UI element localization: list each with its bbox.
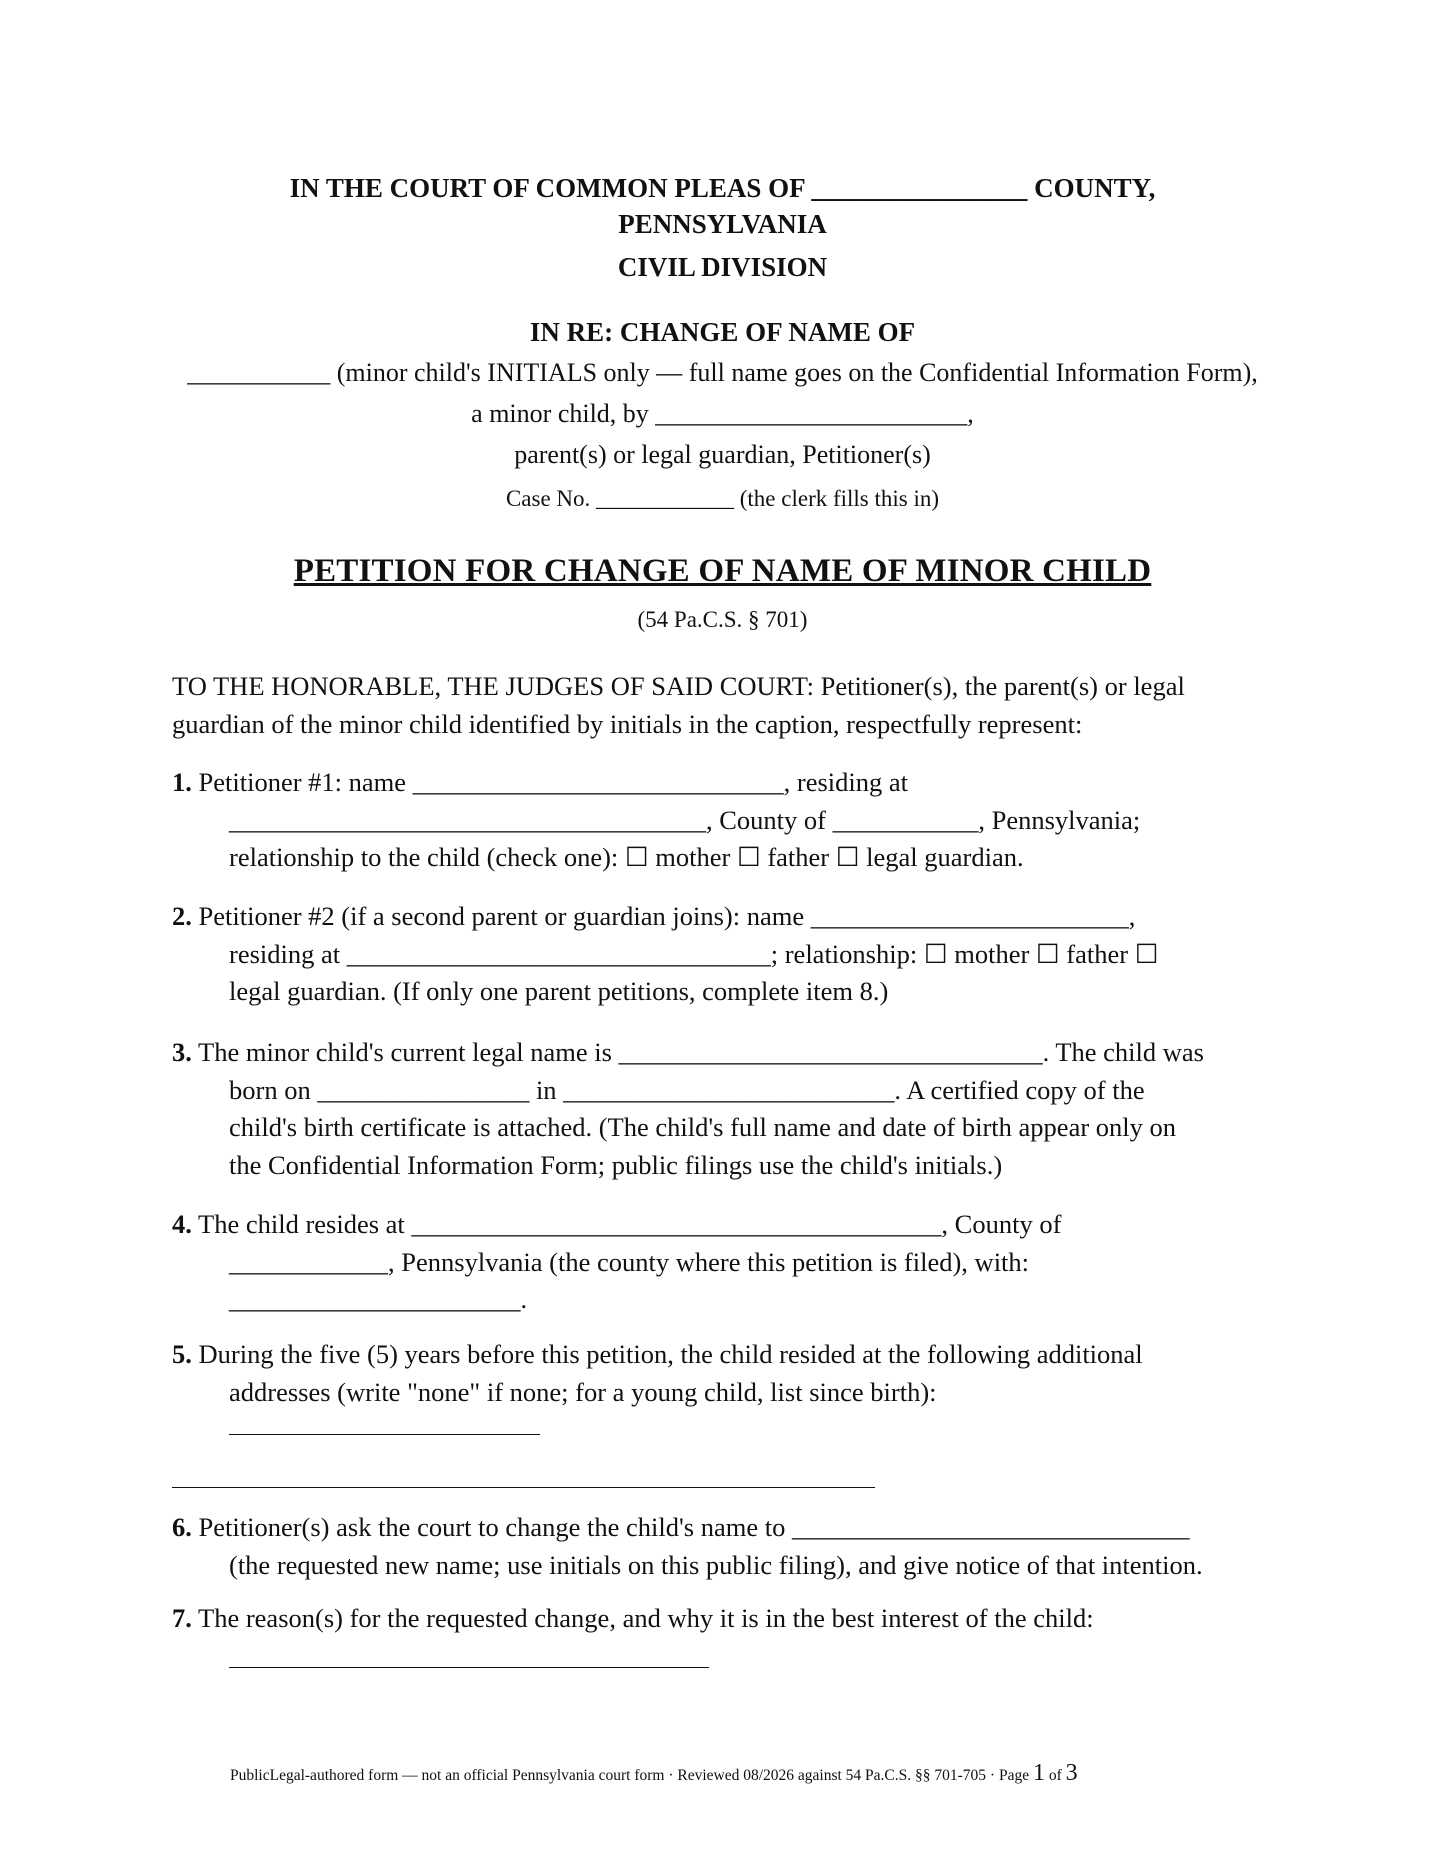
item-text: Petitioner(s) ask the court to change the child's name to ______________________________	[191, 1512, 1190, 1542]
footer-of: of	[1044, 1767, 1066, 1784]
item-text: ____________, Pennsylvania (the county where this petition is filed), with:	[229, 1246, 1030, 1277]
petition-title: PETITION FOR CHANGE OF NAME OF MINOR CHILD	[293, 553, 1152, 589]
court-state: PENNSYLVANIA	[618, 209, 827, 239]
item-3-current-name	[172, 1034, 1292, 1184]
item-number: 7.	[172, 1603, 192, 1633]
item-text: residing at ________________________________; relationship: ☐ mother ☐ father ☐	[229, 938, 1159, 969]
address-blank-line	[172, 1487, 875, 1488]
page-footer	[230, 1760, 1230, 1789]
case-number-line: Case No. ____________ (the clerk fills this in)	[505, 486, 940, 511]
item-text: During the five (5) years before this petition, the child resided at the following additional	[191, 1339, 1143, 1369]
petitioners-line: parent(s) or legal guardian, Petitioner(s)	[514, 440, 931, 469]
intro-line: TO THE HONORABLE, THE JUDGES OF SAID COURT: Petitioner(s), the parent(s) or legal	[172, 671, 1185, 701]
statute-citation: (54 Pa.C.S. § 701)	[637, 607, 808, 632]
item-text: addresses (write "none" if none; for a young child, list since birth):	[229, 1376, 937, 1407]
item-text: The minor child's current legal name is ________________________________. The child was	[191, 1037, 1204, 1067]
page-total: 3	[1065, 1760, 1078, 1786]
item-2-petitioner-2	[172, 898, 1292, 1011]
item-text: Petitioner #1: name ____________________________, residing at	[191, 767, 909, 797]
item-number: 5.	[172, 1339, 192, 1369]
in-re-heading: IN RE: CHANGE OF NAME OF	[529, 317, 916, 347]
item-text: ______________________.	[229, 1284, 528, 1314]
item-text: the Confidential Information Form; public filings use the child's initials.)	[229, 1149, 1003, 1180]
intro-paragraph	[172, 668, 1282, 743]
court-heading: IN THE COURT OF COMMON PLEAS OF ________________ COUNTY,	[289, 173, 1156, 203]
item-text: legal guardian. (If only one parent petitions, complete item 8.)	[229, 976, 889, 1006]
item-text: relationship to the child (check one): ☐ mother ☐ father ☐ legal guardian.	[229, 842, 1024, 872]
reason-blank-line	[229, 1667, 709, 1668]
item-number: 1.	[172, 767, 192, 797]
item-text: child's birth certificate is attached. (The child's full name and date of birth appear only on	[229, 1112, 1177, 1142]
item-1-petitioner-1	[172, 764, 1292, 877]
address-blank-line	[229, 1434, 540, 1435]
footer-text: PublicLegal-authored form — not an official Pennsylvania court form · Reviewed 08/2026 against 54 Pa.C.S. §§ 701-705 · Page	[230, 1767, 1033, 1784]
item-text: born on ________________ in _________________________. A certified copy of the	[229, 1074, 1145, 1105]
initials-line: ___________ (minor child's INITIALS only — full name goes on the Confidential Information Form),	[187, 358, 1258, 387]
item-text: The reason(s) for the requested change, and why it is in the best interest of the child:	[191, 1603, 1094, 1633]
item-5-prior-addresses	[172, 1336, 1292, 1411]
item-number: 2.	[172, 901, 192, 931]
item-7-reasons	[172, 1600, 1292, 1638]
minor-by-line: a minor child, by ________________________,	[471, 399, 974, 428]
item-text: (the requested new name; use initials on this public filing), and give notice of that intention.	[229, 1549, 1203, 1580]
item-number: 3.	[172, 1037, 192, 1067]
division-heading: CIVIL DIVISION	[617, 252, 828, 282]
intro-line: guardian of the minor child identified by initials in the caption, respectfully represent:	[172, 708, 1083, 739]
item-4-residence	[172, 1206, 1292, 1319]
item-text: The child resides at ________________________________________, County of	[191, 1209, 1062, 1239]
page-number: 1	[1032, 1760, 1045, 1786]
item-text: ____________________________________, County of ___________, Pennsylvania;	[229, 804, 1141, 835]
item-text: Petitioner #2 (if a second parent or guardian joins): name ________________________,	[191, 901, 1136, 931]
item-6-requested-name	[172, 1509, 1292, 1584]
item-number: 6.	[172, 1512, 192, 1542]
item-number: 4.	[172, 1209, 192, 1239]
